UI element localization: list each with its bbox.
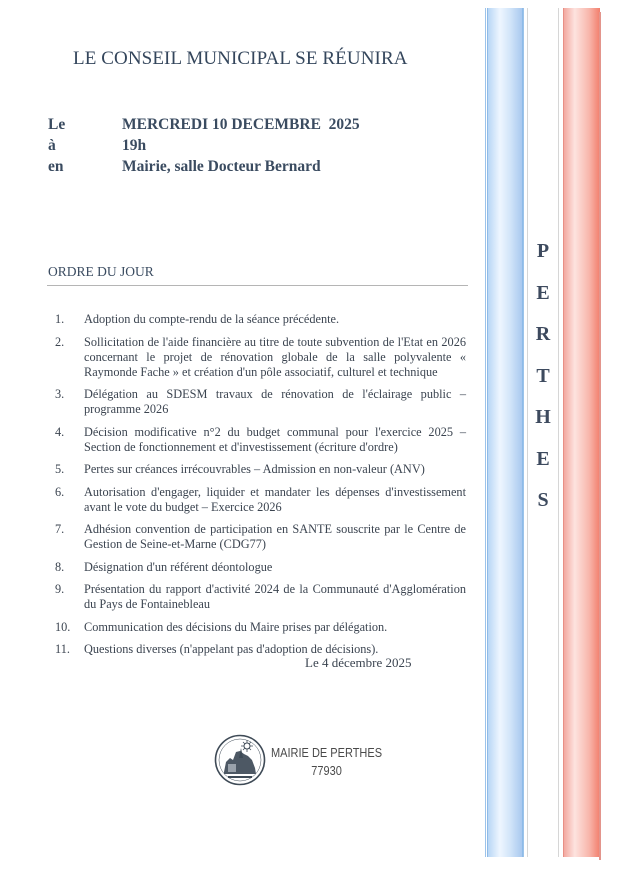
agenda-item — [55, 462, 466, 477]
agenda-item-number: 10. — [55, 619, 71, 634]
blue-stripe-outline — [485, 8, 486, 857]
agenda-divider — [47, 285, 468, 286]
agenda-item — [55, 312, 466, 327]
banner-letter: P — [536, 240, 550, 262]
agenda-item — [55, 387, 466, 417]
agenda-item-text: Adoption du compte-rendu de la séance précédente. — [84, 312, 340, 326]
meeting-place-row — [48, 156, 360, 177]
meeting-date-row — [48, 114, 360, 135]
meeting-info — [48, 114, 360, 177]
agenda-item-number: 11. — [55, 642, 70, 656]
red-stripe — [563, 8, 600, 857]
time-value: 19h — [122, 137, 147, 154]
place-label: en — [48, 158, 64, 175]
issue-date: Le 4 décembre 2025 — [305, 655, 412, 670]
stamp-text — [271, 744, 382, 780]
agenda-item-text: Délégation au SDESM travaux de rénovation de l'éclairage public – programme 2026 — [84, 387, 466, 416]
agenda-item — [55, 620, 466, 635]
stamp-line-mairie: MAIRIE DE PERTHES — [271, 746, 383, 760]
blue-stripe — [487, 8, 523, 857]
agenda-item-number: 4. — [55, 424, 65, 439]
place-value: Mairie, salle Docteur Bernard — [122, 158, 321, 175]
banner-letter: T — [536, 364, 550, 387]
agenda-item-text: Sollicitation de l'aide financière au titre de toute subvention de l'Etat en 2026 concernant le projet de rénovation globale de la salle polyvalente « Raymonde Fache » et création d'un pôle associatif, culturel et technique — [84, 334, 466, 379]
agenda-item-text: Adhésion convention de participation en SANTE souscrite par le Centre de Gestion de Seine-et-Marne (CDG77) — [84, 522, 466, 551]
agenda-item-text: Communication des décisions du Maire prises par délégation. — [84, 619, 388, 634]
agenda-item — [55, 425, 466, 455]
agenda-item-number: 6. — [55, 484, 65, 499]
banner-letter: E — [536, 447, 550, 470]
agenda-item — [55, 560, 466, 575]
page-title: LE CONSEIL MUNICIPAL SE RÉUNIRA — [73, 48, 408, 69]
agenda-item-text: Désignation d'un référent déontologue — [84, 559, 273, 574]
agenda-item-text: Décision modificative n°2 du budget communal pour l'exercice 2025 – Section de fonctionnement et d'investissement (écriture d'ordre) — [84, 424, 466, 454]
red-stripe-edge — [599, 12, 601, 860]
banner-word — [527, 240, 559, 531]
agenda-item-number: 5. — [55, 462, 65, 476]
date-label: Le — [48, 116, 66, 133]
agenda-item-text: Pertes sur créances irrécouvrables – Admission en non-valeur (ANV) — [84, 462, 425, 476]
banner-letter: R — [535, 323, 551, 345]
banner-letter: E — [536, 281, 550, 304]
agenda-item-number: 8. — [55, 559, 65, 574]
agenda-item — [55, 485, 466, 515]
agenda-item-text: Présentation du rapport d'activité 2024 de la Communauté d'Agglomération du Pays de Fontainebleau — [84, 582, 466, 611]
agenda-item-text: Questions diverses (n'appelant pas d'adoption de décisions). — [84, 642, 379, 656]
agenda-item — [55, 335, 466, 380]
agenda-item-text: Autorisation d'engager, liquider et mandater les dépenses d'investissement avant le vote du budget – Exercice 2026 — [84, 484, 466, 514]
time-label: à — [48, 137, 56, 154]
agenda-item-number: 1. — [55, 312, 65, 326]
agenda-item — [55, 582, 466, 612]
banner-letter: H — [535, 406, 551, 428]
agenda-item-number: 3. — [55, 387, 65, 401]
agenda-item-number: 9. — [55, 582, 65, 596]
meeting-time-row — [48, 135, 360, 156]
agenda-item-number: 2. — [55, 334, 65, 349]
date-value: MERCREDI 10 DECEMBRE 2025 — [122, 116, 360, 133]
agenda-item-number: 7. — [55, 522, 65, 536]
agenda-list — [55, 312, 466, 665]
agenda-heading: ORDRE DU JOUR — [48, 264, 154, 279]
agenda-item — [55, 522, 466, 552]
stamp-line-postcode: 77930 — [311, 764, 342, 778]
blue-stripe-outline — [523, 8, 524, 857]
town-seal-icon — [214, 734, 266, 786]
banner-letter: S — [537, 489, 549, 511]
